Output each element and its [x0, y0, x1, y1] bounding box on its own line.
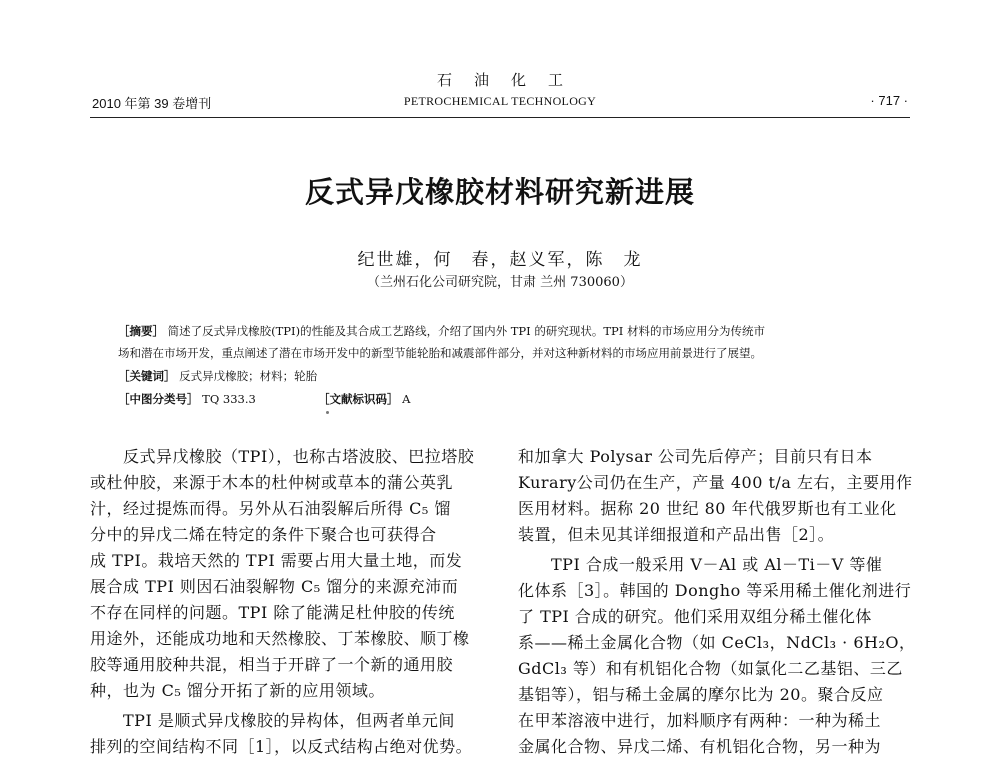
right-line-7: 了 TPI 合成的研究。他们采用双组分稀土催化体 [518, 607, 872, 626]
clc-code: TQ 333.3 [202, 392, 256, 406]
right-line-11: 在甲苯溶液中进行，加料顺序有两种：一种为稀土 [518, 711, 882, 730]
left-line-8: 用途外，还能成功地和天然橡胶、丁苯橡胶、顺丁橡 [90, 629, 470, 648]
scan-dot [326, 411, 329, 414]
right-line-3: 医用材料。据称 20 世纪 80 年代俄罗斯也有工业化 [518, 499, 897, 518]
left-line-10: 种，也为 C₅ 馏分开拓了新的应用领域。 [90, 681, 385, 700]
author-affiliation: （兰州石化公司研究院，甘肃 兰州 730060） [367, 275, 633, 290]
keywords-text: 反式异戊橡胶；材料；轮胎 [179, 369, 318, 383]
keywords-label: ［关键词］ [118, 369, 176, 383]
left-line-5: 成 TPI。栽培天然的 TPI 需要占用大量土地，而发 [90, 551, 463, 570]
abstract-label: ［摘要］ [118, 324, 164, 338]
left-line-4: 分中的异戊二烯在特定的条件下聚合也可获得合 [90, 525, 437, 544]
right-line-5: TPI 合成一般采用 V－Al 或 Al－Ti－V 等催 [518, 555, 883, 574]
article-title: 反式异戊橡胶材料研究新进展 [304, 175, 695, 209]
abstract-line-2 [118, 345, 762, 361]
left-line-7: 不存在同样的问题。TPI 除了能满足杜仲胶的传统 [90, 603, 455, 622]
left-line-1: 反式异戊橡胶（TPI），也称古塔波胶、巴拉塔胶 [90, 447, 475, 466]
left-line-6: 展合成 TPI 则因石油裂解物 C₅ 馏分的来源充沛而 [90, 577, 459, 596]
issue-info: 2010 年第 39 卷增刊 [92, 96, 212, 111]
doc-code: A [402, 392, 411, 406]
abstract-text-2: 场和潜在市场开发，重点阐述了潜在市场开发中的新型节能轮胎和减震部件部分，并对这种新材料的市场应用前景进行了展望。 [118, 346, 762, 360]
left-line-3: 汁，经过提炼而得。另外从石油裂解后所得 C₅ 馏 [90, 499, 451, 518]
left-line-12: 排列的空间结构不同［1］，以反式结构占绝对优势。 [90, 737, 473, 756]
right-line-12: 金属化合物、异戊二烯、有机铝化合物，另一种为 [518, 737, 882, 756]
right-line-2: Kurary公司仍在生产，产量 400 t/a 左右，主要用作 [518, 473, 913, 492]
right-line-4: 装置，但未见其详细报道和产品出售［2］。 [518, 525, 835, 544]
left-line-11: TPI 是顺式异戊橡胶的异构体，但两者单元间 [90, 711, 455, 730]
document-code-line [318, 391, 410, 407]
right-line-1: 和加拿大 Polysar 公司先后停产；目前只有日本 [518, 447, 873, 466]
doc-code-label: ［文献标识码］ [318, 392, 399, 406]
header-rule [90, 117, 910, 118]
journal-name-cn: 石油化工 [436, 71, 585, 89]
clc-label: ［中图分类号］ [118, 392, 199, 406]
right-line-9: GdCl₃ 等）和有机铝化合物（如氯化二乙基铝、三乙 [518, 659, 903, 678]
right-line-10: 基铝等），铝与稀土金属的摩尔比为 20。聚合反应 [518, 685, 884, 704]
author-list: 纪世雄，何 春，赵义军，陈 龙 [357, 250, 643, 270]
classification-line [118, 391, 256, 407]
left-line-9: 胶等通用胶种共混，相当于开辟了一个新的通用胶 [90, 655, 454, 674]
left-line-2: 或杜仲胶，来源于木本的杜仲树或草本的蒲公英乳 [90, 473, 454, 492]
right-line-8: 系——稀土金属化合物（如 CeCl₃，NdCl₃ · 6H₂O， [518, 633, 916, 652]
abstract-text-1: 简述了反式异戊橡胶(TPI)的性能及其合成工艺路线，介绍了国内外 TPI 的研究现状。TPI 材料的市场应用分为传统市 [167, 324, 765, 338]
journal-name-en: PETROCHEMICAL TECHNOLOGY [403, 94, 597, 108]
keywords-line [118, 368, 317, 384]
right-line-6: 化体系［3］。韩国的 Dongho 等采用稀土催化剂进行 [518, 581, 912, 600]
abstract-line-1 [118, 323, 765, 339]
page-number: · 717 · [870, 93, 908, 108]
